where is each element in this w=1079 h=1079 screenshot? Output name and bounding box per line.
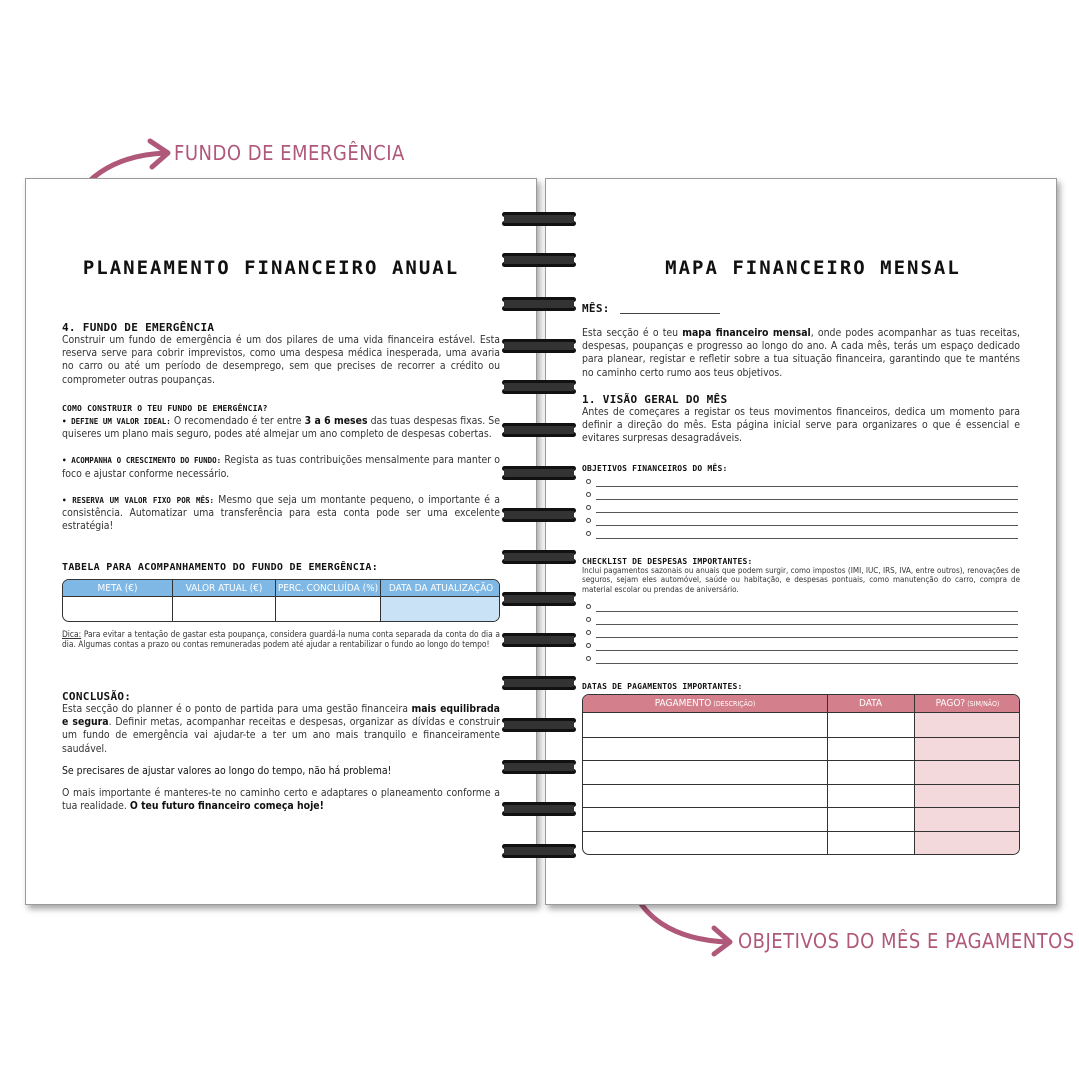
section-text: Construir um fundo de emergência é um dos pilares de uma vida financeira estável. Esta reserva serve para cobrir imprevistos, como uma despesa médica inesperada, uma avaria no carro ou até um período de desemprego, sem que precises de recorrer a crédito ou comprometer outras poupanças. [62,334,500,386]
checklist-heading: CHECKLIST DE DESPESAS IMPORTANTES: [582,557,753,566]
bullet-ideal [62,415,500,441]
row-divider [583,831,1019,832]
table-header-meta: META (€) [63,580,173,597]
tip-label: Dica: [62,629,82,639]
month-field[interactable] [582,299,720,317]
tip-body: Para evitar a tentação de gastar esta poupança, considera guardá-la numa conta separada da conta do dia a dia. Algumas contas a prazo ou contas remuneradas podem até ajudar a rentabilizar o fundo ao longo do tempo! [62,629,500,650]
spiral-ring-icon [500,463,578,483]
checklist-line[interactable] [596,624,1018,625]
spiral-ring-icon [500,841,578,861]
row-divider [583,784,1019,785]
spiral-ring-icon [500,336,578,356]
bullet-fixed [62,494,500,534]
section-text: Antes de começares a registar os teus movimentos financeiros, dedica um momento para definir a direção do mês. Esta página inicial serve para organizares o que é essencial e evitares surpresas desagradáveis. [582,406,1020,445]
spiral-ring-icon [500,209,578,229]
conclusion-bold: O teu futuro financeiro começa hoje! [129,800,324,813]
bullet-label: • DEFINE UM VALOR IDEAL: [62,417,171,426]
spiral-ring-icon [500,377,578,397]
checklist-line[interactable] [596,611,1018,612]
right-page [545,178,1057,905]
emergency-fund-table [62,579,500,622]
callout-top: FUNDO DE EMERGÊNCIA [174,141,405,165]
payments-table [582,694,1020,855]
conclusion-text [62,703,500,756]
bullet-circle-icon [586,505,591,510]
bullet-circle-icon [586,518,591,523]
table-cell[interactable] [381,597,500,622]
intro-part: , onde podes acompanhar as tuas receitas, despesas, poupanças e progresso ao longo do ano. A cada mês, terás um espaço dedicado para planear, registar e refletir sobre a tua situação financeira, garantindo que te manténs no caminho certo rumo aos teus objetivos. [582,327,1020,379]
table-header-date: DATA [827,695,914,713]
table-header-payment [583,695,827,713]
conclusion-part: . Definir metas, acompanhar receitas e despesas, organizar as dívidas e construir um fundo de emergência vai ajudar-te a ter um ano mais tranquilo e financeiramente saudável. [62,716,500,755]
intro-part: Esta secção é o teu [582,327,683,339]
page-title: MAPA FINANCEIRO MENSAL [665,257,961,279]
table-header-percent: PERC. CONCLUÍDA (%) [276,580,381,597]
month-label: MÊS: [582,302,610,315]
table-header-paid [914,695,1020,713]
page-title: PLANEAMENTO FINANCEIRO ANUAL [82,257,460,279]
bullet-text: Mesmo que seja um montante pequeno, o importante é a consistência. Automatizar uma transferência para esta conta pode ser uma excelente estratégia! [62,493,500,533]
checklist-text: Inclui pagamentos sazonais ou anuais que podem surgir, como impostos (IMI, IUC, IRS, IVA, entre outros), renovações de seguros, sejam eles automóvel, saúde ou habitação, e despesas pontuais, como manutenção do carro, compra de material escolar ou prendas de aniversário. [582,566,1020,594]
objective-line[interactable] [596,525,1018,526]
spiral-ring-icon [500,505,578,525]
left-page [25,178,537,905]
emergency-fund-section [62,321,500,387]
conclusion-line2: Se precisares de ajustar valores ao longo do tempo, não há problema! [62,764,392,777]
checklist-line[interactable] [596,650,1018,651]
tip-text [62,629,500,649]
table-heading: TABELA PARA ACOMPANHAMENTO DO FUNDO DE EMERGÊNCIA: [62,562,379,573]
bullet-track [62,454,500,480]
spiral-ring-icon [500,589,578,609]
table-header-current: VALOR ATUAL (€) [173,580,276,597]
bullet-label: • RESERVA UM VALOR FIXO POR MÊS: [62,495,215,505]
bullet-circle-icon [586,630,591,635]
conclusion-section [62,690,500,813]
section-heading: 1. VISÃO GERAL DO MÊS [582,393,728,406]
conclusion-bold: mais equilibrada e segura [62,703,500,729]
spiral-ring-icon [500,757,578,777]
conclusion-heading: CONCLUSÃO: [62,690,132,703]
bullet-circle-icon [586,479,591,484]
table-header-date: DATA DA ATUALIZAÇÃO [381,580,500,597]
row-divider [583,807,1019,808]
bullet-text: O recomendado é ter entre [170,415,305,427]
conclusion-part: O mais importante é manteres-te no caminho certo e adaptares o planeamento conforme a tua realidade. [62,787,500,813]
spiral-ring-icon [500,673,578,693]
objective-line[interactable] [596,499,1018,500]
intro-bold: mapa financeiro mensal [682,327,811,339]
spiral-ring-icon [500,799,578,819]
checklist-line[interactable] [596,637,1018,638]
spiral-ring-icon [500,630,578,650]
bullet-text: Regista as tuas contribuições mensalmente para manter o foco e ajustar conforme necessário. [62,454,500,480]
objective-line[interactable] [596,538,1018,539]
objective-line[interactable] [596,512,1018,513]
spiral-ring-icon [500,420,578,440]
bullet-circle-icon [586,531,591,536]
header-text: PAGAMENTO [654,698,712,709]
objectives-heading: OBJETIVOS FINANCEIROS DO MÊS: [582,464,728,473]
how-to-section [62,404,500,533]
header-sub: (SIM/NÃO) [965,700,1000,708]
table-cell[interactable] [276,597,381,622]
bullet-circle-icon [586,604,591,609]
bullet-circle-icon [586,656,591,661]
callout-bottom: OBJETIVOS DO MÊS E PAGAMENTOS [738,929,1075,953]
bullet-label: • ACOMPANHA O CRESCIMENTO DO FUNDO: [62,456,222,466]
how-heading: COMO CONSTRUIR O TEU FUNDO DE EMERGÊNCIA? [62,404,268,413]
row-divider [583,737,1019,738]
spiral-ring-icon [500,294,578,314]
spiral-ring-icon [500,715,578,735]
bullet-circle-icon [586,643,591,648]
header-text: PAGO? [935,698,966,709]
objective-line[interactable] [596,486,1018,487]
row-divider [583,760,1019,761]
header-sub: (DESCRIÇÃO) [711,700,756,708]
conclusion-part: Esta secção do planner é o ponto de partida para uma gestão financeira [62,703,412,715]
table-cell[interactable] [173,597,276,622]
month-input-line[interactable] [620,313,720,314]
overview-section [582,393,1020,446]
bullet-text: das tuas despesas fixas. Se quiseres um plano mais seguro, podes até almejar um ano completo de despesas cobertas. [62,415,500,441]
bullet-circle-icon [586,492,591,497]
table-cell[interactable] [63,597,173,622]
payments-heading: DATAS DE PAGAMENTOS IMPORTANTES: [582,682,743,691]
bullet-bold: 3 a 6 meses [304,415,368,427]
section-heading: 4. FUNDO DE EMERGÊNCIA [62,321,215,334]
conclusion-final [62,787,500,813]
spiral-ring-icon [500,547,578,567]
bullet-circle-icon [586,617,591,622]
checklist-section [582,557,1020,594]
intro-text [582,327,1020,380]
checklist-line[interactable] [596,663,1018,664]
spiral-ring-icon [500,250,578,270]
